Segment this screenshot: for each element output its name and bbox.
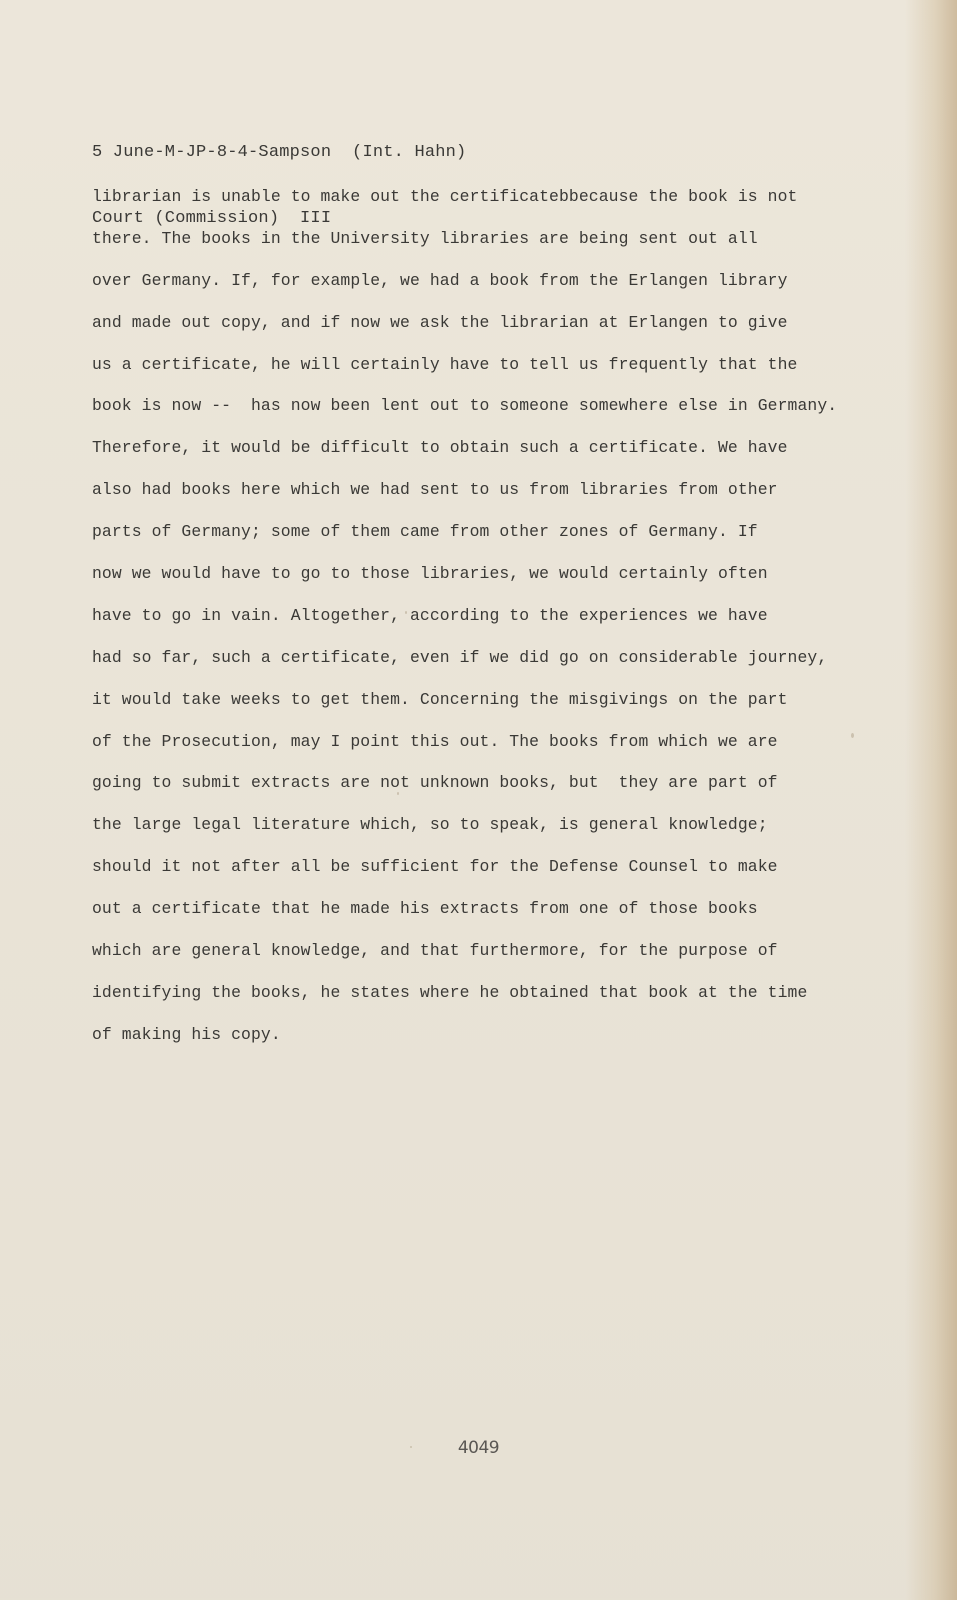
text-line: us a certificate, he will certainly have to tell us frequently that the <box>92 354 798 374</box>
text-line: over Germany. If, for example, we had a book from the Erlangen library <box>92 270 788 290</box>
text-line: parts of Germany; some of them came from other zones of Germany. If <box>92 522 758 542</box>
text-line: there. The books in the University libraries are being sent out all <box>92 228 758 248</box>
paper-speck <box>410 1446 412 1448</box>
text-line: going to submit extracts are not unknown books, but they are part of <box>92 773 778 793</box>
text-line: out a certificate that he made his extracts from one of those books <box>92 899 758 919</box>
transcript-body <box>92 176 872 1056</box>
text-line: now we would have to go to those libraries, we would certainly often <box>92 564 768 584</box>
text-line: identifying the books, he states where he obtained that book at the time <box>92 982 808 1002</box>
text-line: of the Prosecution, may I point this out. The books from which we are <box>92 731 778 751</box>
text-line: the large legal literature which, so to speak, is general knowledge; <box>92 815 768 835</box>
text-line: of making his copy. <box>92 1024 281 1044</box>
text-line: and made out copy, and if now we ask the librarian at Erlangen to give <box>92 312 788 332</box>
text-line: should it not after all be sufficient for the Defense Counsel to make <box>92 857 778 877</box>
paper-speck <box>405 611 407 614</box>
text-line: have to go in vain. Altogether, according to the experiences we have <box>92 605 768 625</box>
text-line: book is now -- has now been lent out to someone somewhere else in Germany. <box>92 396 838 416</box>
text-line: it would take weeks to get them. Concerning the misgivings on the part <box>92 689 788 709</box>
text-line: had so far, such a certificate, even if we did go on considerable journey, <box>92 647 828 667</box>
text-line: also had books here which we had sent to us from libraries from other <box>92 480 778 500</box>
text-line: librarian is unable to make out the certificatebbecause the book is not <box>92 187 798 206</box>
page-number: 4049 <box>457 1438 500 1458</box>
header-court-line: Court (Commission) III <box>92 209 332 228</box>
header-reference-line: 5 June-M-JP-8-4-Sampson (Int. Hahn) <box>92 143 467 162</box>
paper-speck <box>851 733 854 738</box>
text-line: Therefore, it would be difficult to obtain such a certificate. We have <box>92 438 788 458</box>
text-line: which are general knowledge, and that furthermore, for the purpose of <box>92 941 778 961</box>
paper-speck <box>397 792 399 795</box>
